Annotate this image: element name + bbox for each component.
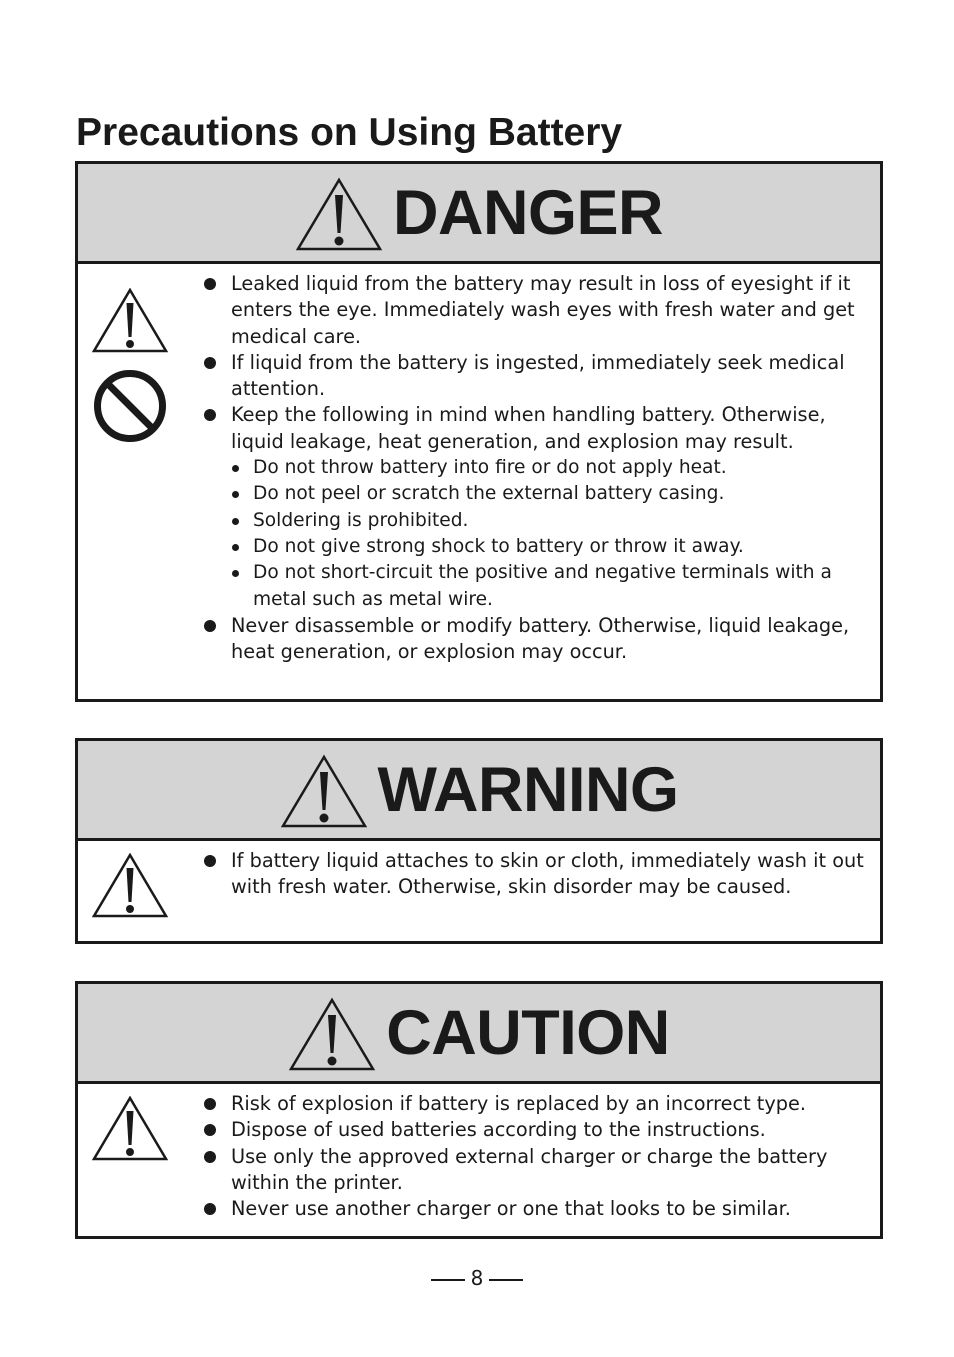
warning-triangle-icon [288, 997, 376, 1073]
sub-list-item: Do not throw battery into fire or do not apply heat. [231, 455, 872, 481]
list-item: If liquid from the battery is ingested, immediately seek medical attention. [202, 350, 872, 403]
danger-side-icons [92, 288, 168, 444]
caution-header [78, 984, 880, 1084]
list-item: Dispose of used batteries according to the instructions. [202, 1117, 872, 1143]
warning-triangle-icon [295, 177, 383, 253]
list-item: Leaked liquid from the battery may result in loss of eyesight if it enters the eye. Immediately wash eyes with fresh water and get medical care. [202, 271, 872, 350]
warning-label: WARNING [377, 754, 679, 825]
list-item: Never disassemble or modify battery. Otherwise, liquid leakage, heat generation, or explosion may occur. [202, 613, 872, 666]
prohibition-icon [92, 368, 168, 444]
list-item: Keep the following in mind when handling battery. Otherwise, liquid leakage, heat generation, and explosion may result. Do not throw battery into fire or do not apply heat. Do not peel or scratch the external battery casing. Soldering is prohibited. Do not give strong shock to battery or throw it away. Do not short-circuit the positive and negative terminals with a metal such as metal wire. [202, 402, 872, 612]
sub-list-item: Do not short-circuit the positive and negative terminals with a metal such as metal wire. [231, 560, 872, 613]
page-number [0, 1264, 954, 1292]
list-item: Never use another charger or one that looks to be similar. [202, 1196, 872, 1222]
sub-list-item: Do not peel or scratch the external battery casing. [231, 481, 872, 507]
warning-box [75, 738, 883, 944]
warning-triangle-icon [280, 754, 368, 830]
exclamation-triangle-icon [92, 853, 168, 919]
danger-box [75, 161, 883, 702]
page-number-dash-left [431, 1279, 465, 1281]
danger-header [78, 164, 880, 264]
exclamation-triangle-icon [92, 1096, 168, 1162]
caution-side-icons [92, 1096, 168, 1162]
list-item: Use only the approved external charger or charge the battery within the printer. [202, 1144, 872, 1197]
page-number-dash-right [489, 1279, 523, 1281]
caution-box [75, 981, 883, 1239]
page-title: Precautions on Using Battery [76, 111, 623, 154]
warning-side-icons [92, 853, 168, 919]
exclamation-triangle-icon [92, 288, 168, 354]
caution-label: CAUTION [386, 997, 670, 1068]
danger-list [202, 271, 872, 665]
warning-header [78, 741, 880, 841]
list-item: If battery liquid attaches to skin or cloth, immediately wash it out with fresh water. Otherwise, skin disorder may be caused. [202, 848, 872, 901]
caution-list [202, 1091, 872, 1222]
sub-list-item: Soldering is prohibited. [231, 508, 872, 534]
danger-sublist [231, 455, 872, 613]
page-number-value: 8 [470, 1266, 484, 1290]
list-item: Risk of explosion if battery is replaced by an incorrect type. [202, 1091, 872, 1117]
danger-label: DANGER [392, 177, 663, 248]
sub-list-item: Do not give strong shock to battery or throw it away. [231, 534, 872, 560]
warning-list [202, 848, 872, 901]
